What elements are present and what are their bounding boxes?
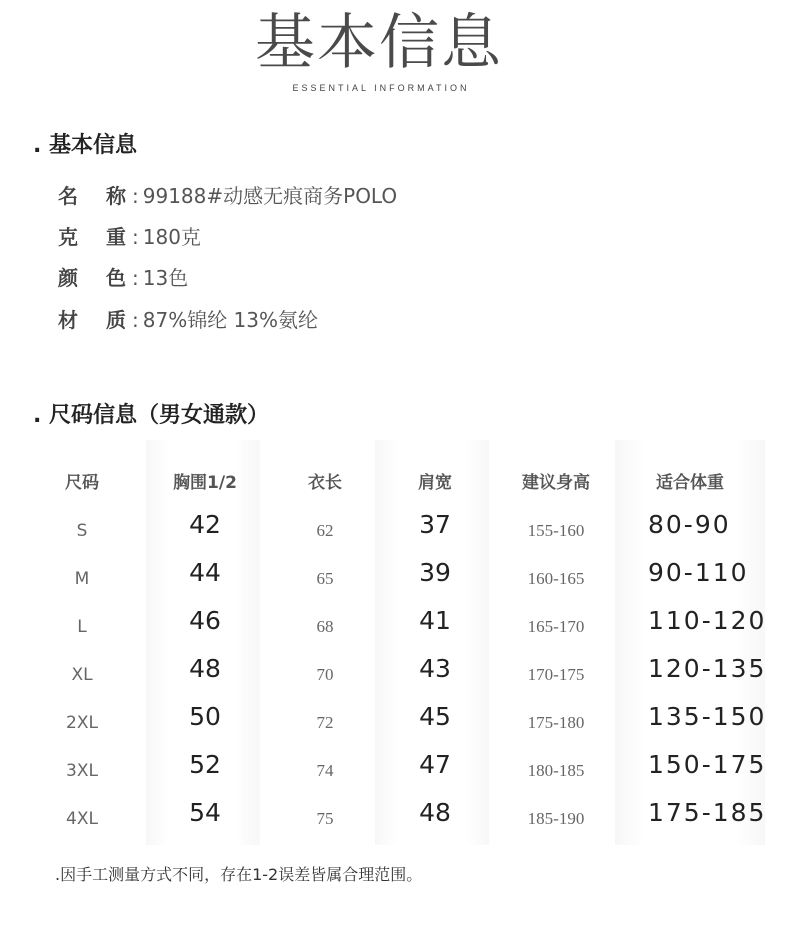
table-cell: 65	[316, 569, 334, 588]
column-header: 建议身高	[522, 473, 590, 493]
basic-value: 180克	[142, 225, 201, 249]
column-header: 衣长	[308, 473, 342, 493]
basic-row-color	[58, 263, 188, 293]
label-char-1: 材	[58, 308, 78, 332]
page-title: 基本信息	[255, 8, 503, 78]
table-cell: 180-185	[527, 761, 585, 780]
table-cell: 4XL	[66, 809, 98, 829]
label-separator: :	[132, 225, 139, 249]
label-separator: :	[132, 266, 139, 290]
column-header: 适合体重	[656, 473, 724, 493]
page-subtitle: ESSENTIAL INFORMATION	[292, 83, 470, 93]
column-header: 尺码	[65, 473, 99, 493]
size-info-heading: . 尺码信息（男女通款）	[33, 403, 270, 428]
table-cell: 62	[316, 521, 334, 540]
table-cell: 43	[419, 654, 451, 683]
basic-value: 87%锦纶 13%氨纶	[142, 308, 319, 332]
basic-row-weight	[58, 222, 201, 252]
table-cell: 165-170	[527, 617, 585, 636]
table-cell: 68	[316, 617, 334, 636]
table-cell: 46	[189, 606, 221, 635]
table-cell: 185-190	[527, 809, 585, 828]
table-cell: 175-185	[648, 798, 767, 827]
table-cell: 42	[189, 510, 221, 539]
table-cell: 52	[189, 750, 221, 779]
label-char-2: 称	[106, 184, 126, 208]
basic-row-name	[58, 181, 397, 211]
table-cell: 120-135	[648, 654, 767, 683]
table-cell: 37	[419, 510, 451, 539]
table-cell: 175-180	[527, 713, 585, 732]
table-cell: 44	[189, 558, 221, 587]
table-cell: 74	[316, 761, 334, 780]
basic-row-material	[58, 305, 318, 335]
table-cell: XL	[71, 665, 93, 685]
column-header: 胸围1/2	[173, 473, 237, 493]
table-cell: 90-110	[648, 558, 749, 587]
table-cell: 47	[419, 750, 451, 779]
label-separator: :	[132, 308, 139, 332]
label-char-2: 色	[106, 266, 126, 290]
table-cell: 48	[189, 654, 221, 683]
measurement-note: .因手工测量方式不同，存在1-2误差皆属合理范围。	[55, 865, 423, 884]
table-cell: 110-120	[648, 606, 767, 635]
table-cell: 48	[419, 798, 451, 827]
table-cell: 45	[419, 702, 451, 731]
table-cell: 50	[189, 702, 221, 731]
table-cell: 54	[189, 798, 221, 827]
basic-value: 13色	[142, 266, 189, 290]
table-cell: L	[77, 617, 87, 637]
table-cell: 3XL	[66, 761, 98, 781]
table-cell: 2XL	[66, 713, 98, 733]
table-cell: 155-160	[527, 521, 585, 540]
label-char-1: 克	[58, 225, 78, 249]
basic-value: 99188#动感无痕商务POLO	[142, 184, 398, 208]
table-cell: S	[76, 521, 88, 541]
column-header: 肩宽	[418, 473, 452, 493]
table-cell: 80-90	[648, 510, 731, 539]
basic-info-heading: . 基本信息	[33, 133, 138, 158]
table-cell: 75	[316, 809, 334, 828]
table-cell: 70	[316, 665, 334, 684]
table-cell: 135-150	[648, 702, 767, 731]
label-char-2: 质	[106, 308, 126, 332]
label-char-1: 名	[58, 184, 78, 208]
table-cell: 41	[419, 606, 451, 635]
label-char-2: 重	[106, 225, 126, 249]
table-cell: 160-165	[527, 569, 585, 588]
table-cell: M	[74, 569, 90, 589]
table-cell: 170-175	[527, 665, 585, 684]
table-cell: 150-175	[648, 750, 767, 779]
label-separator: :	[132, 184, 139, 208]
table-cell: 72	[316, 713, 334, 732]
table-cell: 39	[419, 558, 451, 587]
label-char-1: 颜	[58, 266, 78, 290]
